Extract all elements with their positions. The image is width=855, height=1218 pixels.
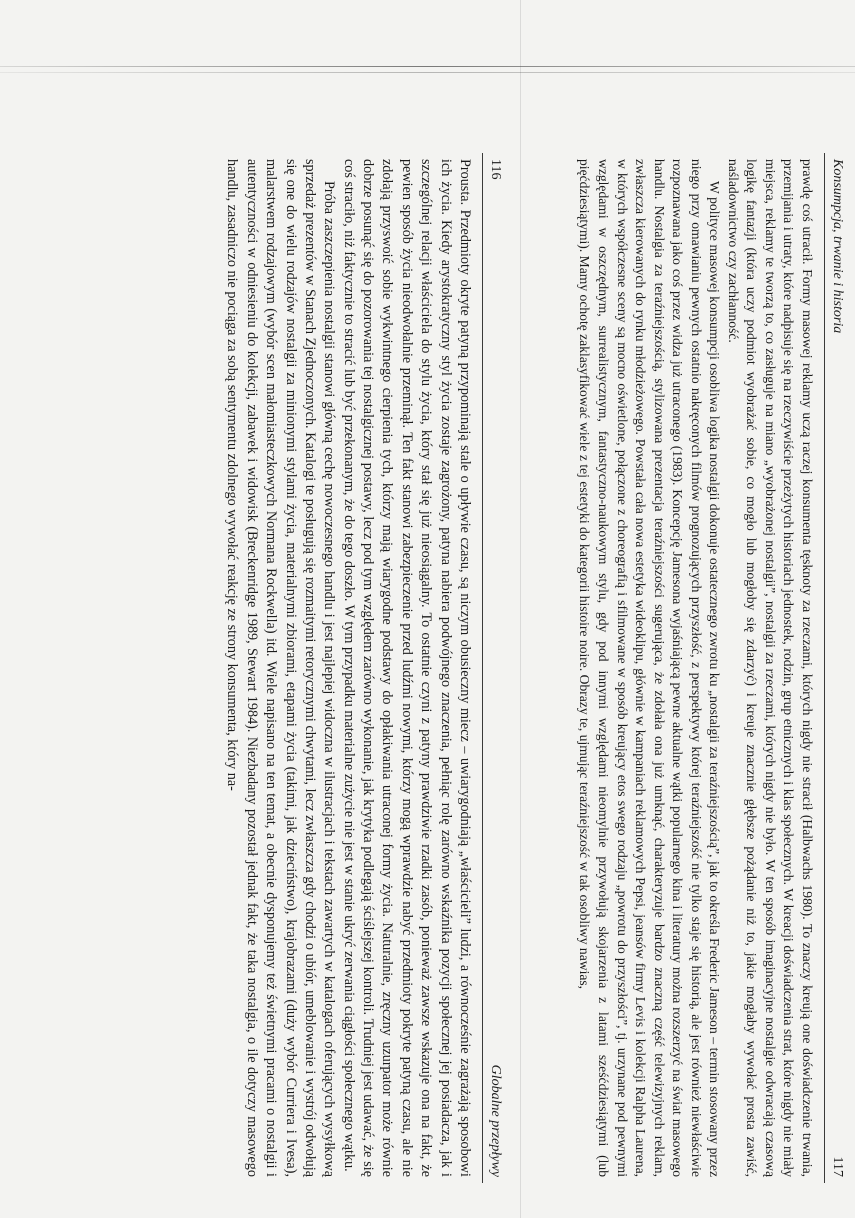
right-running-head [824, 153, 845, 1183]
left-running-head [482, 153, 503, 1183]
right-paragraph-2: W polityce masowej konsumpcji osobliwa logika nostalgii dokonuje ostatecznego zwrotu ku „nostalgii za teraźniejszością”, jak to określa Frederic Jameson – termin stosowany przez niego przy omawianiu pewnych ostatnio nakręconych filmów prognozujących przyszłość, z perspektywy której teraźniejszość nie tylko staje się historią, ale jest również niewłaściwie rozpoznawana jako coś przez widza już utraconego (1983). Koncepcję Jamesona wyjaśniającą pewne aktualne wątki popularnego kina i literatury można rozszerzyć na świat masowego handlu. Nostalgia za teraźniejszością, stylizowana prezentacja teraźniejszości sugerująca, że zdołała ona już umknąć, charakteryzuje bardzo znaczną część telewizyjnych reklam, zwłaszcza kierowanych do rynku młodzieżowego. Powstała cała nowa estetyka wideoklipu, głównie w kampaniach reklamowych Pepsi, jeansów firmy Levis i kolekcji Ralpha Laurena, w których współczesne sceny są mocno oświetlone, połączone z choreografią i sfilmowane w sposób kreujący etos swego rodzaju „powrotu do przyszłości”, tj. urzynane pod pewnymi względami w oszczędnym, surrealistycznym, fantastyczno-naukowym stylu, gdy pod innymi względami nieomylnie przywołują skojarzenia z latami sześćdziesiątymi (lub pięćdziesiątymi). Mamy ochotę zaklasyfikować wiele z tej estetyki do kategorii histoire noire. Obrazy te, ujmując teraźniejszość w tak osobliwy nawias, [577, 159, 723, 1177]
left-page-body [222, 153, 474, 1183]
left-page-number: 116 [488, 159, 503, 180]
right-page [505, 153, 845, 1183]
left-running-title: Globalne przepływy [488, 1064, 503, 1177]
right-paragraph-1: prawdę coś utracił. Formy masowej reklamy uczą raczej konsumenta tęsknoty za rzeczami, których nigdy nie stracił (Halbwachs 1980). To znaczy kreują one doświadczenie trwania, przemijania i utraty, które nadpisuje się na rzeczywiście przeżytych historiach jednostek, rodzin, grup etnicznych i klas społecznych. W kreacji doświadczenia strat, które nigdy nie miały miejsca, reklamy te tworzą to, co zasługuje na miano „wyobrażonej nostalgii”, nostalgii za rzeczami, których nigdy nie było. W ten sposób imaginacyjne nostalgie odwracają czasową logikę fantazji (która uczy podmiot wyobrażać sobie, co mogło lub mogłoby się zdarzyć) i kreuje znacznie głębsze pożądanie niż to, jakie mogłaby wywołać prosta zawiść, naśladownictwo czy zachłanność. [725, 159, 815, 1177]
left-page [163, 153, 503, 1183]
right-page-body [575, 153, 816, 1183]
scan-top-edge-shadow [0, 72, 855, 73]
left-paragraph-1: Prousta. Przedmioty okryte patyną przypominają stale o upływie czasu, są niczym obusieczny miecz – uwiarygodniają „właścicieli” ludzi, a równocześnie zagrażają sposobowi ich życia. Kiedy arystokratyczny styl życia zostaje zagrożony, patyna nabiera podwójnego znaczenia, pełniąc rolę zarówno wskaźnika pozycji społecznej jej posiadacza, jak i szczególnej relacji właściciela do stylu życia, który stał się już nieosiągalny. To ostatnie czyni z patyny prawdziwie rzadki zasób, ponieważ zawsze wskazuje ona na fakt, że pewien sposób życia nieodwołalnie przeminął. Ten fakt stanowi zabezpieczenie przed ludźmi nowymi, którzy mogą wprawdzie nabyć przedmioty pokryte patyną czasu, ale nie zdołają przyswoić sobie wykwintnego cierpienia tych, którzy mają wiarygodne podstawy do opłakiwania utraconej formy życia. Naturalnie, zręczny uzurpator może równie dobrze posunąć się do pozorowania tej nostalgicznej postawy, lecz pod tym względem zarówno wykonanie, jak krytyka podlegają ściślejszej kontroli. Trudniej jest udawać, że się coś straciło, niż faktycznie to stracić lub być przekonanym, że do tego doszło. W tym przypadku materialne zużycie nie jest w stanie ukryć zerwania ciągłości społecznego wątku. [340, 159, 473, 1177]
scan-top-edge [0, 66, 855, 67]
right-running-title: Konsumpcja, trwanie i historia [830, 159, 845, 334]
left-paragraph-2: Próba zaszczepienia nostalgii stanowi główną cechę nowoczesnego handlu i jest najlepiej widoczna w ilustracjach i tekstach zawartych w katalogach oferujących wysyłkową sprzedaż prezentów w Stanach Zjednoczonych. Katalogi te posługują się rozmaitymi retorycznymi chwytami, lecz zwłaszcza gdy chodzi o ubiór, umeblowanie i wystrój odwołują się one do wielu rodzajów nostalgii za minionymi stylami życia, materialnymi zbiorami, etapami życia (takimi, jak dzieciństwo), krajobrazami (duży wybór Curriera i Ivesa), malarstwem rodzajowym (wybór scen małomiasteczkowych Normana Rockwella) itd. Wiele napisano na ten temat, a obecnie dysponujemy też świetnymi pracami o nostalgii i autentyczności w odniesieniu do kolekcji, zabawek i widowisk (Breckenridge 1989, Stewart 1984). Niezbadany pozostał jednak fakt, że taka nostalgia, o ile dotyczy masowego handlu, zasadniczo nie pociąga za sobą sentymentu zdolnego wywołać reakcję ze strony konsumenta, który na- [224, 159, 338, 1177]
right-page-number: 117 [830, 1156, 845, 1177]
